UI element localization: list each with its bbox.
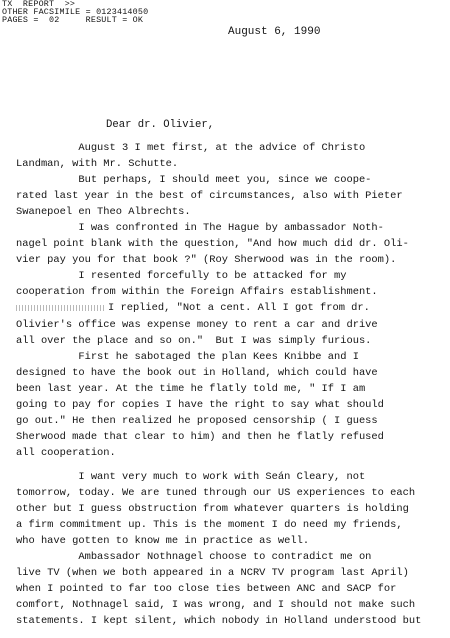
- fax-smudge: [16, 305, 106, 311]
- body-line: all over the place and so on." But I was simply furious.: [16, 334, 372, 347]
- body-line: Swanepoel en Theo Albrechts.: [16, 206, 191, 219]
- body-line: tomorrow, today. We are tuned through our US experiences to each: [16, 486, 416, 499]
- body-line: First he sabotaged the plan Kees Knibbe and I: [16, 350, 359, 363]
- body-line: statements. I kept silent, which nobody in Holland understood but: [16, 615, 422, 628]
- fax-transmission-report: [2, 0, 148, 24]
- fax-pages-result: PAGES = 02 RESULT = OK: [2, 15, 144, 25]
- body-line: I was confronted in The Hague by ambassador Noth-: [16, 222, 384, 235]
- body-line: designed to have the book out in Holland, which could have: [16, 366, 378, 379]
- body-line: Ambassador Nothnagel choose to contradict me on: [16, 551, 372, 564]
- body-line: rated last year in the best of circumstances, also with Pieter: [16, 190, 403, 203]
- body-line: all cooperation.: [16, 446, 116, 459]
- fax-report-title: TX REPORT >>: [2, 0, 76, 9]
- body-line-with-smudge: [16, 300, 446, 316]
- body-line: vier pay you for that book ?" (Roy Sherwood was in the room).: [16, 254, 397, 267]
- body-line: who have gotten to know me in practice as well.: [16, 535, 310, 548]
- body-line: other but I guess obstruction from whatever quarters is holding: [16, 503, 409, 516]
- body-line: go out." He then realized he proposed censorship ( I guess: [16, 414, 378, 427]
- body-line: comfort, Nothnagel said, I was wrong, and I should not make such: [16, 599, 416, 612]
- body-line: when I pointed to far too close ties between ANC and SACP for: [16, 583, 397, 596]
- letter-body: [16, 140, 446, 629]
- letter-date: August 6, 1990: [228, 26, 321, 38]
- body-line-text: I replied, "Not a cent. All I got from dr.: [108, 302, 370, 315]
- salutation: Dear dr. Olivier,: [106, 119, 215, 131]
- body-line: Landman, with Mr. Schutte.: [16, 158, 179, 171]
- body-line: Sherwood made that clear to him) and then he flatly refused: [16, 430, 384, 443]
- paragraph-gap: [16, 461, 446, 469]
- body-line: going to pay for copies I have the right to say what should: [16, 398, 384, 411]
- fax-other-number: OTHER FACSIMILE = 0123414050: [2, 7, 149, 17]
- body-line: a firm commitment up. This is the moment I do need my friends,: [16, 519, 403, 532]
- body-line: I want very much to work with Seán Cleary, not: [16, 470, 366, 483]
- body-line: been last year. At the time he flatly told me, " If I am: [16, 382, 366, 395]
- body-line: Olivier's office was expense money to rent a car and drive: [16, 318, 378, 331]
- body-line: August 3 I met first, at the advice of Christo: [16, 142, 366, 154]
- body-line: I resented forcefully to be attacked for my: [16, 270, 347, 283]
- body-line: nagel point blank with the question, "And how much did dr. Oli-: [16, 238, 409, 251]
- body-line: live TV (when we both appeared in a NCRV TV program last April): [16, 567, 409, 580]
- body-line: But perhaps, I should meet you, since we coope-: [16, 174, 372, 187]
- body-line: cooperation from within the Foreign Affairs establishment.: [16, 286, 378, 299]
